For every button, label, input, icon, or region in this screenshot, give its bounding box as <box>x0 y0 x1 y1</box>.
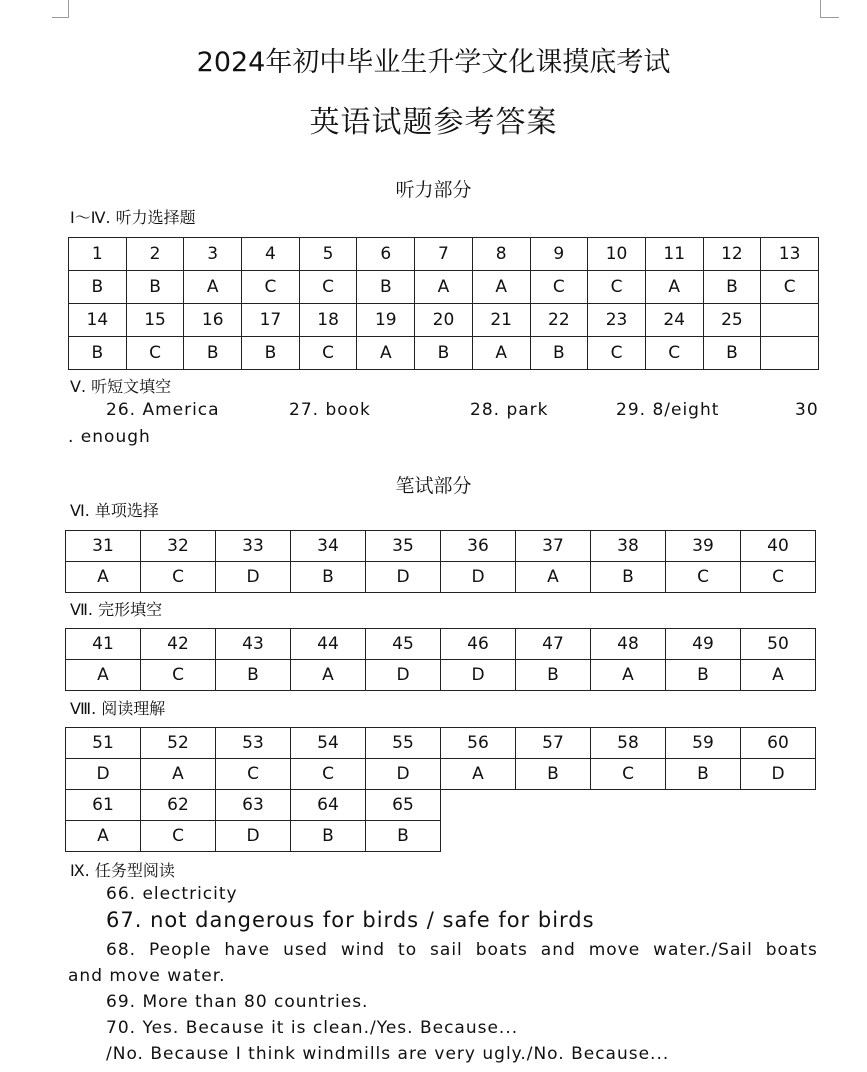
question-number-cell: 17 <box>242 304 300 337</box>
answer-cell: D <box>741 759 816 790</box>
question-number-cell: 64 <box>291 790 366 821</box>
table-row <box>66 821 816 852</box>
answer-cell: C <box>666 562 741 593</box>
question-number-cell: 36 <box>441 531 516 562</box>
answer-cell: B <box>516 759 591 790</box>
answer-cell: C <box>141 821 216 852</box>
listening-heading: 听力部分 <box>395 179 472 201</box>
question-number-cell: 1 <box>69 238 127 271</box>
answer-67: 67. not dangerous for birds / safe for birds <box>106 908 595 932</box>
answer-cell: B <box>415 337 473 370</box>
question-number-cell: 15 <box>126 304 184 337</box>
answer-cell: C <box>591 759 666 790</box>
part7-answer-table <box>65 628 816 691</box>
table-row <box>69 304 819 337</box>
answer-70-line2: /No. Because I think windmills are very ugly./No. Because... <box>106 1044 670 1064</box>
question-number-cell: 34 <box>291 531 366 562</box>
question-number-cell: 35 <box>366 531 441 562</box>
question-number-cell <box>591 790 666 821</box>
answer-cell: C <box>291 759 366 790</box>
answer-cell: D <box>216 562 291 593</box>
answer-cell: B <box>703 337 761 370</box>
table-row <box>66 790 816 821</box>
fill-30-answer: . enough <box>68 427 151 447</box>
question-number-cell: 56 <box>441 728 516 759</box>
answer-70-line1: 70. Yes. Because it is clean./Yes. Because... <box>106 1018 519 1038</box>
question-number-cell: 46 <box>441 629 516 660</box>
question-number-cell: 9 <box>530 238 588 271</box>
question-number-cell: 57 <box>516 728 591 759</box>
part1-label: Ⅰ～Ⅳ. 听力选择题 <box>70 208 196 227</box>
answer-cell: B <box>69 271 127 304</box>
fill-28: 28. park <box>470 400 549 420</box>
question-number-cell: 61 <box>66 790 141 821</box>
answer-cell <box>591 821 666 852</box>
answer-cell <box>741 821 816 852</box>
answer-68-line1 <box>106 940 818 960</box>
answer-cell: A <box>184 271 242 304</box>
answer-68-word: water./Sail <box>653 940 753 960</box>
question-number-cell: 53 <box>216 728 291 759</box>
question-number-cell: 22 <box>530 304 588 337</box>
answer-cell: D <box>366 562 441 593</box>
question-number-cell: 2 <box>126 238 184 271</box>
question-number-cell: 23 <box>588 304 646 337</box>
question-number-cell: 42 <box>141 629 216 660</box>
answer-cell: A <box>415 271 473 304</box>
answer-cell: A <box>472 337 530 370</box>
question-number-cell: 50 <box>741 629 816 660</box>
answer-cell <box>441 821 516 852</box>
question-number-cell <box>761 304 819 337</box>
fill-26: 26. America <box>106 400 220 420</box>
document-title: 2024年初中毕业生升学文化课摸底考试 <box>196 47 671 78</box>
part6-answer-table <box>65 530 816 593</box>
part9-label: Ⅸ. 任务型阅读 <box>70 861 175 880</box>
answer-cell: C <box>741 562 816 593</box>
answer-cell: B <box>291 821 366 852</box>
answer-cell: A <box>645 271 703 304</box>
table-row <box>69 238 819 271</box>
question-number-cell: 31 <box>66 531 141 562</box>
answer-cell: B <box>516 660 591 691</box>
answer-cell: B <box>357 271 415 304</box>
answer-cell: C <box>645 337 703 370</box>
answer-69: 69. More than 80 countries. <box>106 992 369 1012</box>
answer-cell: C <box>761 271 819 304</box>
answer-cell: B <box>366 821 441 852</box>
answer-cell: C <box>126 337 184 370</box>
answer-cell: A <box>516 562 591 593</box>
question-number-cell: 54 <box>291 728 366 759</box>
answer-cell: A <box>66 660 141 691</box>
question-number-cell: 3 <box>184 238 242 271</box>
question-number-cell: 41 <box>66 629 141 660</box>
question-number-cell: 8 <box>472 238 530 271</box>
answer-cell: C <box>141 562 216 593</box>
answer-cell: A <box>141 759 216 790</box>
answer-cell: A <box>291 660 366 691</box>
question-number-cell: 60 <box>741 728 816 759</box>
answer-68-word: People <box>148 940 212 960</box>
answer-cell: C <box>141 660 216 691</box>
margin-corner-right <box>820 0 839 18</box>
answer-cell: C <box>299 271 357 304</box>
answer-cell: A <box>472 271 530 304</box>
question-number-cell: 43 <box>216 629 291 660</box>
answer-cell: D <box>216 821 291 852</box>
question-number-cell <box>666 790 741 821</box>
answer-cell: C <box>588 271 646 304</box>
answer-cell: D <box>441 562 516 593</box>
answer-68-line2: and move water. <box>68 966 226 986</box>
answer-cell: B <box>666 759 741 790</box>
answer-68-word: boats <box>475 940 528 960</box>
question-number-cell: 63 <box>216 790 291 821</box>
question-number-cell: 37 <box>516 531 591 562</box>
question-number-cell: 5 <box>299 238 357 271</box>
answer-cell: B <box>242 337 300 370</box>
table-row <box>66 562 816 593</box>
answer-cell: B <box>591 562 666 593</box>
table-row <box>69 337 819 370</box>
answer-cell <box>666 821 741 852</box>
question-number-cell: 4 <box>242 238 300 271</box>
table-row <box>66 531 816 562</box>
part8-answer-table <box>65 727 816 852</box>
question-number-cell: 52 <box>141 728 216 759</box>
answer-cell: A <box>357 337 415 370</box>
answer-68-word: and <box>540 940 576 960</box>
question-number-cell: 48 <box>591 629 666 660</box>
answer-68-word: sail <box>430 940 463 960</box>
question-number-cell: 62 <box>141 790 216 821</box>
question-number-cell: 20 <box>415 304 473 337</box>
question-number-cell: 13 <box>761 238 819 271</box>
answer-cell: C <box>530 271 588 304</box>
question-number-cell: 18 <box>299 304 357 337</box>
question-number-cell: 19 <box>357 304 415 337</box>
table-row <box>66 629 816 660</box>
answer-cell: B <box>126 271 184 304</box>
answer-cell: B <box>184 337 242 370</box>
table-row <box>66 728 816 759</box>
question-number-cell: 7 <box>415 238 473 271</box>
answer-cell: D <box>366 660 441 691</box>
answer-cell: D <box>441 660 516 691</box>
part6-label: Ⅵ. 单项选择 <box>70 501 159 520</box>
answer-cell: B <box>291 562 366 593</box>
question-number-cell: 38 <box>591 531 666 562</box>
answer-cell: A <box>591 660 666 691</box>
answer-cell: A <box>741 660 816 691</box>
question-number-cell: 59 <box>666 728 741 759</box>
question-number-cell <box>516 790 591 821</box>
question-number-cell: 32 <box>141 531 216 562</box>
fill-27: 27. book <box>289 400 371 420</box>
table-row <box>66 759 816 790</box>
question-number-cell: 11 <box>645 238 703 271</box>
question-number-cell: 10 <box>588 238 646 271</box>
answer-cell: C <box>299 337 357 370</box>
answer-cell: B <box>703 271 761 304</box>
question-number-cell: 51 <box>66 728 141 759</box>
writing-heading: 笔试部分 <box>395 475 472 497</box>
answer-68-word: wind <box>340 940 386 960</box>
question-number-cell <box>741 790 816 821</box>
answer-66: 66. electricity <box>106 884 238 904</box>
question-number-cell: 65 <box>366 790 441 821</box>
question-number-cell: 39 <box>666 531 741 562</box>
answer-cell: C <box>588 337 646 370</box>
question-number-cell: 44 <box>291 629 366 660</box>
part7-label: Ⅶ. 完形填空 <box>70 600 163 619</box>
listening-answer-table <box>68 237 819 370</box>
answer-cell: D <box>66 759 141 790</box>
question-number-cell: 45 <box>366 629 441 660</box>
question-number-cell: 47 <box>516 629 591 660</box>
fill-29: 29. 8/eight <box>616 400 720 420</box>
answer-68-word: move <box>588 940 641 960</box>
answer-68-word: 68. <box>106 940 137 960</box>
answer-cell: B <box>69 337 127 370</box>
question-number-cell: 21 <box>472 304 530 337</box>
answer-68-word: have <box>224 940 271 960</box>
answer-68-word: boats <box>765 940 818 960</box>
question-number-cell: 12 <box>703 238 761 271</box>
answer-cell: A <box>66 562 141 593</box>
answer-cell: A <box>441 759 516 790</box>
answer-cell: D <box>366 759 441 790</box>
fill-30-number: 30 <box>795 400 819 420</box>
answer-cell <box>761 337 819 370</box>
question-number-cell: 55 <box>366 728 441 759</box>
question-number-cell: 49 <box>666 629 741 660</box>
table-row <box>69 271 819 304</box>
answer-cell <box>516 821 591 852</box>
question-number-cell: 14 <box>69 304 127 337</box>
question-number-cell: 58 <box>591 728 666 759</box>
question-number-cell: 40 <box>741 531 816 562</box>
answer-cell: B <box>216 660 291 691</box>
answer-cell: B <box>666 660 741 691</box>
table-row <box>66 660 816 691</box>
question-number-cell <box>441 790 516 821</box>
answer-cell: C <box>216 759 291 790</box>
answer-cell: C <box>242 271 300 304</box>
question-number-cell: 16 <box>184 304 242 337</box>
answer-68-word: used <box>283 940 328 960</box>
part5-label: Ⅴ. 听短文填空 <box>70 377 172 396</box>
question-number-cell: 33 <box>216 531 291 562</box>
answer-68-word: to <box>398 940 418 960</box>
question-number-cell: 25 <box>703 304 761 337</box>
margin-corner-left <box>52 0 69 18</box>
question-number-cell: 6 <box>357 238 415 271</box>
document-subtitle: 英语试题参考答案 <box>309 105 558 140</box>
answer-cell: B <box>530 337 588 370</box>
answer-cell: A <box>66 821 141 852</box>
question-number-cell: 24 <box>645 304 703 337</box>
part8-label: Ⅷ. 阅读理解 <box>70 699 166 718</box>
